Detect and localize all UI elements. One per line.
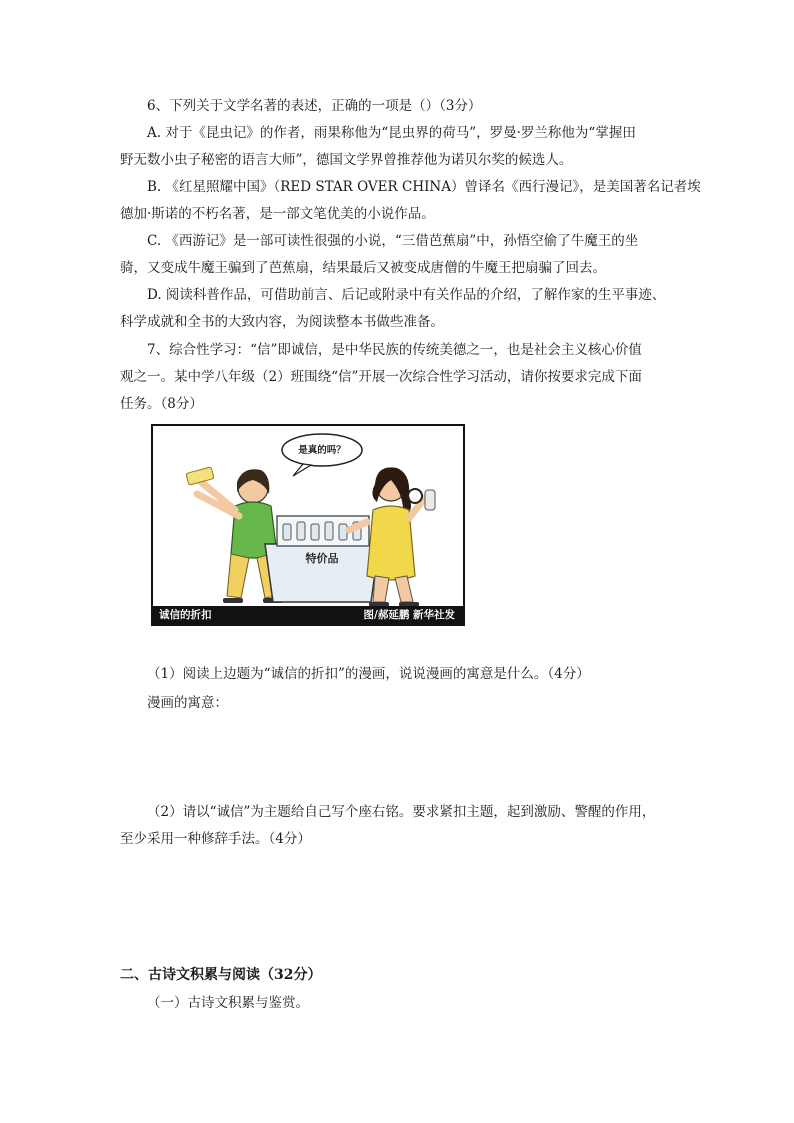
counter-label: 特价品 (305, 552, 339, 565)
cartoon-caption-bar (153, 606, 463, 624)
q6-option-b-line1: B. 《红星照耀中国》（RED STAR OVER CHINA）曾译名《西行漫记》，是美国著名记者埃 (147, 179, 701, 195)
section2-title: 二、古诗文积累与阅读（32分） (120, 967, 322, 983)
cartoon-credit: 图/郝延鹏 新华社发 (363, 609, 455, 621)
section2-subtitle: （一）古诗文积累与鉴赏。 (147, 995, 309, 1011)
q6-option-c-line2: 骑，又变成牛魔王骗到了芭蕉扇，结果最后又被变成唐僧的牛魔王把扇骗了回去。 (120, 260, 606, 276)
q6-option-b-line2: 德加·斯诺的不朽名著，是一部文笔优美的小说作品。 (120, 206, 435, 222)
q6-option-a-line2: 野无数小虫子秘密的语言大师”，德国文学界曾推荐他为诺贝尔奖的候选人。 (120, 152, 573, 168)
speech-bubble-text: 是真的吗？ (298, 445, 346, 456)
q6-option-d-line2: 科学成就和全书的大致内容，为阅读整本书做些准备。 (120, 314, 444, 330)
q7-prompt-line3: 任务。（8分） (120, 396, 203, 412)
sub2-question-line2: 至少采用一种修辞手法。（4分） (120, 831, 311, 847)
cartoon-image (151, 424, 465, 626)
cartoon-title: 诚信的折扣 (159, 609, 212, 621)
q7-prompt-line2: 观之一。某中学八年级（2）班围绕“信”开展一次综合性学习活动，请你按要求完成下面 (120, 369, 642, 385)
q6-stem: 6、下列关于文学名著的表述，正确的一项是（）（3分） (147, 98, 482, 114)
q7-prompt-line1: 7、综合性学习：“信”即诚信，是中华民族的传统美德之一，也是社会主义核心价值 (147, 342, 642, 358)
sub1-answer-label: 漫画的寓意： (147, 695, 228, 711)
sub2-question-line1: （2）请以“诚信”为主题给自己写个座右铭。要求紧扣主题，起到激励、警醒的作用， (147, 804, 656, 820)
sub1-question: （1）阅读上边题为“诚信的折扣”的漫画，说说漫画的寓意是什么。（4分） (147, 666, 590, 682)
q6-option-c-line1: C. 《西游记》是一部可读性很强的小说，“三借芭蕉扇”中，孙悟空偷了牛魔王的坐 (147, 233, 639, 249)
q6-option-a-line1: A. 对于《昆虫记》的作者，雨果称他为“昆虫界的荷马”，罗曼·罗兰称他为“掌握田 (147, 125, 636, 141)
q6-option-d-line1: D. 阅读科普作品，可借助前言、后记或附录中有关作品的介绍，了解作家的生平事迹、 (147, 287, 666, 303)
